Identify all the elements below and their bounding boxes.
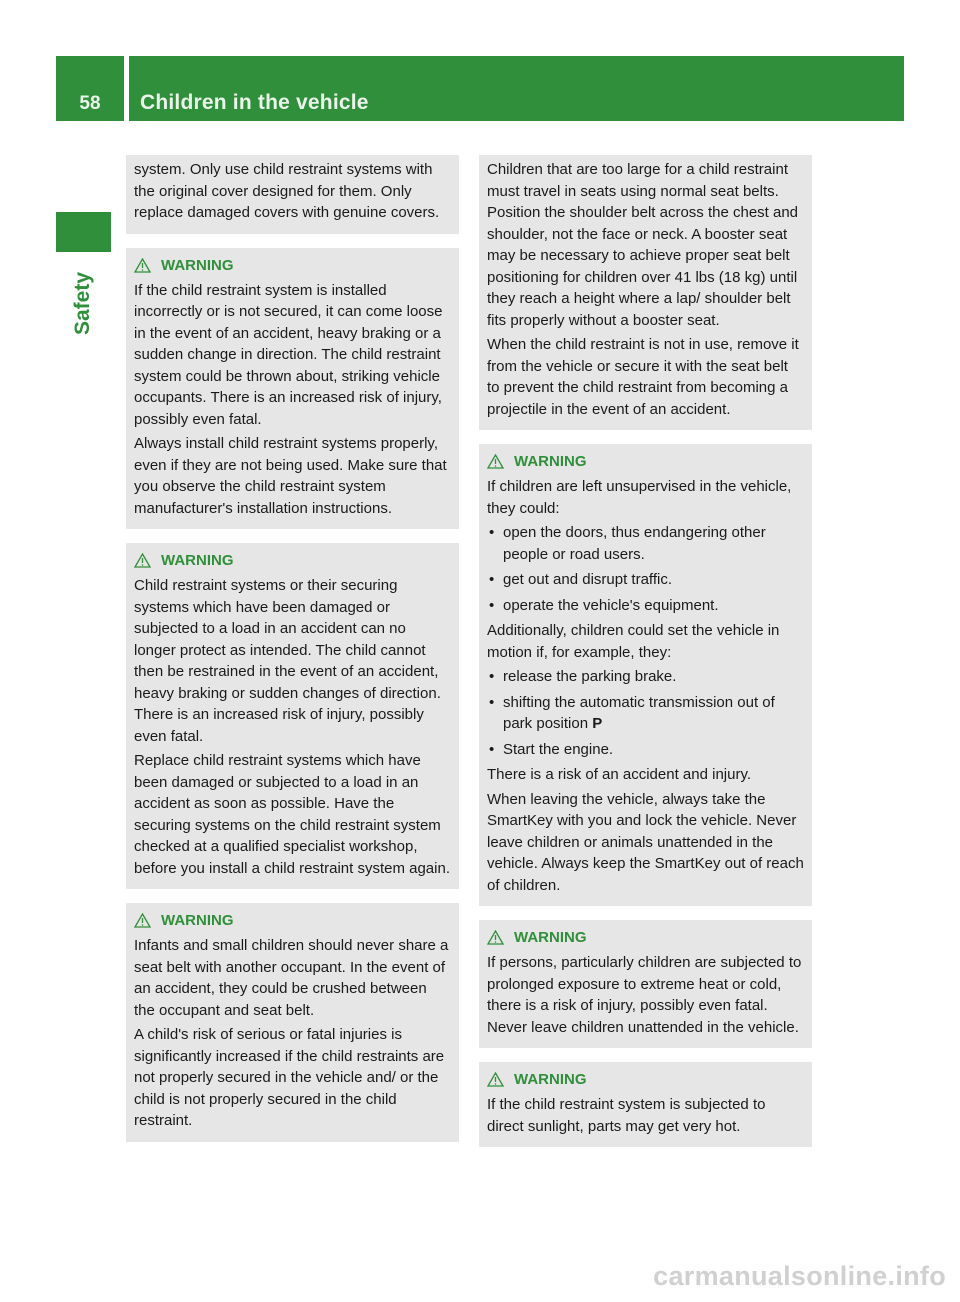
warning-paragraph: There is a risk of an accident and injury. (487, 766, 752, 783)
warning-triangle-icon (487, 930, 504, 945)
page-header (56, 56, 904, 121)
section-tab-marker (56, 212, 111, 252)
warning-box (126, 903, 459, 1142)
info-paragraph: When the child restraint is not in use, remove it from the vehicle or secure it with the seat belt to prevent the child restraint from becoming a projectile in the event of an accident. (487, 336, 799, 418)
warning-triangle-icon (487, 454, 504, 469)
list-item: • open the doors, thus endangering other people or road users. (487, 522, 804, 565)
list-item: • release the parking brake. (487, 666, 804, 688)
warning-heading (134, 910, 451, 931)
warning-heading (487, 451, 804, 472)
warning-heading (134, 255, 451, 276)
header-divider (124, 56, 129, 121)
warning-paragraph: If the child restraint system is installed incorrectly or is not secured, it can come loose in the event of an accident, heavy braking or a sudden change in direction. The child restraint system could be thrown about, striking vehicle occupants. There is an increased risk of injury, possibly even fatal. (134, 281, 443, 428)
warning-box (479, 444, 812, 906)
warning-triangle-icon (134, 553, 151, 568)
warning-paragraph: If children are left unsupervised in the vehicle, they could: (487, 478, 792, 517)
watermark: carmanualsonline.info (653, 1261, 946, 1291)
warning-box (126, 543, 459, 889)
warning-paragraph: Infants and small children should never share a seat belt with another occupant. In the event of an accident, they could be crushed between the occupant and seat belt. (134, 937, 449, 1019)
intro-box (126, 155, 459, 234)
chapter-title: Children in the vehicle (140, 91, 369, 114)
page-number: 58 (79, 93, 101, 114)
warning-paragraph: Replace child restraint systems which have been damaged or subjected to a load in an accident as soon as possible. Have the securing systems on the child restraint system checked at a qualified specialist workshop, before you install a child restraint system again. (134, 752, 450, 877)
warning-box (126, 248, 459, 530)
list-item: • operate the vehicle's equipment. (487, 595, 804, 617)
warning-paragraph: If the child restraint system is subjected to direct sunlight, parts may get very hot. (487, 1096, 766, 1135)
list-item-text: shifting the automatic transmission out of park position (503, 693, 775, 732)
warning-paragraph: Additionally, children could set the vehicle in motion if, for example, they: (487, 622, 780, 661)
section-label: Safety (71, 271, 94, 335)
left-column (126, 155, 459, 1156)
list-item (487, 692, 804, 735)
warning-heading (487, 1069, 804, 1090)
warning-triangle-icon (134, 913, 151, 928)
warning-paragraph: A child's risk of serious or fatal injuries is significantly increased if the child restraints are not properly secured in the vehicle and/ or the child is not properly secured in the child restraint. (134, 1026, 445, 1129)
warning-paragraph: Child restraint systems or their securing systems which have been damaged or subjected to a load in an accident can no longer protect as intended. The child cannot then be restrained in the event of an accident, heavy braking or sudden changes of direction. There is an increased risk of injury, possibly even fatal. (134, 577, 441, 745)
warning-title: WARNING (514, 1071, 587, 1088)
warning-title: WARNING (161, 552, 234, 569)
warning-paragraph: When leaving the vehicle, always take the SmartKey with you and lock the vehicle. Never leave children or animals unattended in the vehicle. Always keep the SmartKey out of reach of children. (487, 790, 804, 894)
bullet-list (487, 522, 804, 616)
gear-position-label: P (592, 715, 603, 732)
warning-title: WARNING (514, 453, 587, 470)
list-item: • Start the engine. (487, 739, 804, 761)
warning-paragraph: If persons, particularly children are subjected to prolonged exposure to extreme heat or cold, there is a risk of injury, possibly even fatal. Never leave children unattended in the vehicle. (487, 954, 802, 1036)
warning-title: WARNING (161, 256, 234, 274)
warning-heading (134, 550, 451, 571)
warning-title: WARNING (514, 929, 587, 946)
warning-box (479, 920, 812, 1048)
warning-triangle-icon (134, 258, 151, 273)
warning-paragraph: Always install child restraint systems properly, even if they are not being used. Make sure that you observe the child restraint system manufacturer's installation instructions. (134, 435, 447, 517)
bullet-list (487, 666, 804, 760)
info-box (479, 155, 812, 430)
warning-title: WARNING (161, 912, 234, 929)
list-item: • get out and disrupt traffic. (487, 569, 804, 591)
warning-heading (487, 927, 804, 948)
info-paragraph: Children that are too large for a child restraint must travel in seats using normal seat belts. Position the shoulder belt across the chest and shoulder, not the face or neck. A booster seat may be necessary to achieve proper seat belt positioning for children over 41 lbs (18 kg) until they reach a height where a lap/ shoulder belt fits properly without a booster seat. (487, 161, 799, 329)
right-column (479, 155, 812, 1161)
warning-triangle-icon (487, 1072, 504, 1087)
intro-text: system. Only use child restraint systems with the original cover designed for them. Only replace damaged covers with genuine covers. (134, 161, 440, 221)
warning-box (479, 1062, 812, 1147)
